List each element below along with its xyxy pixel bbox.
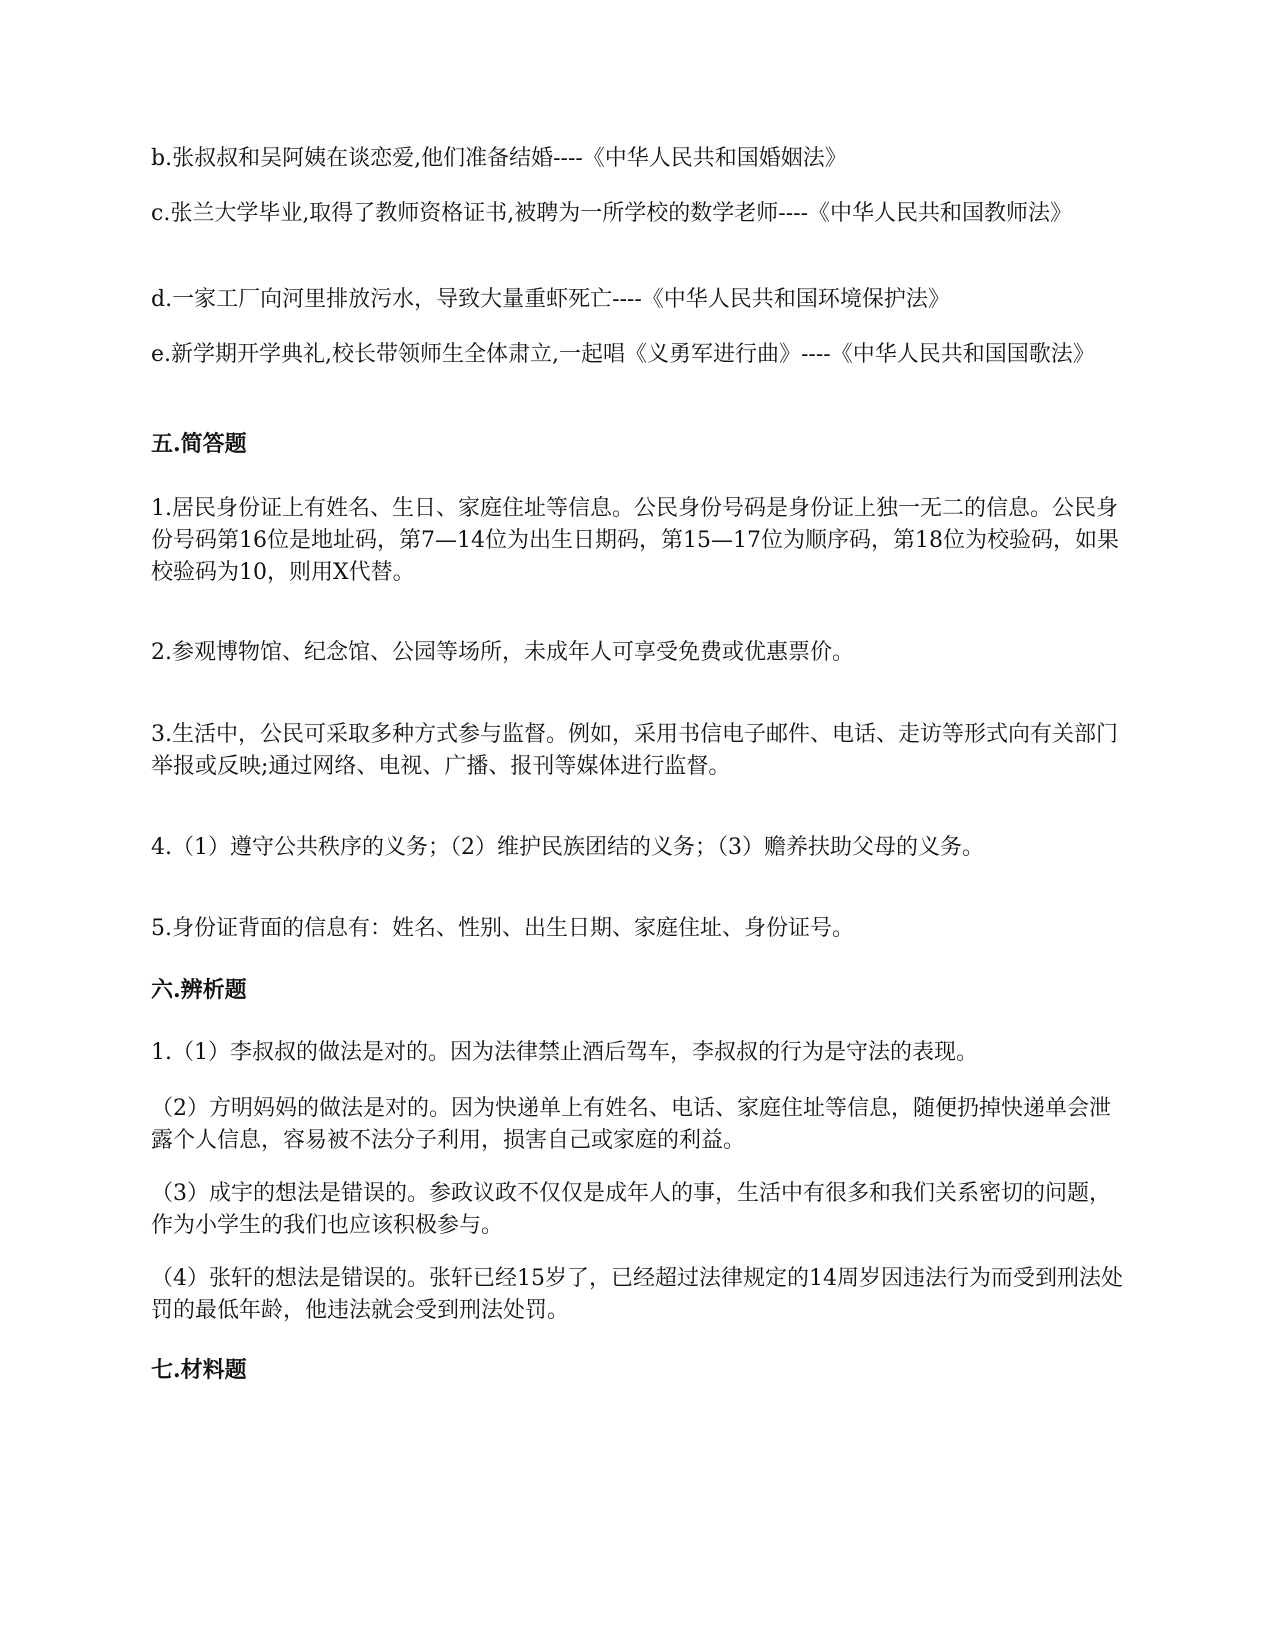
analysis-answer-2: （2）方明妈妈的做法是对的。因为快递单上有姓名、电话、家庭住址等信息，随便扔掉快递单会泄露个人信息，容易被不法分子利用，损害自己或家庭的利益。 bbox=[151, 1096, 1112, 1153]
section-heading-analysis: 六.辨析题 bbox=[151, 977, 247, 1003]
section-heading-material: 七.材料题 bbox=[151, 1357, 247, 1383]
answer-item-c: c.张兰大学毕业,取得了教师资格证书,被聘为一所学校的数学老师----《中华人民共和国教师法》 bbox=[151, 201, 1073, 226]
answer-item-d: d.一家工厂向河里排放污水，导致大量重虾死亡----《中华人民共和国环境保护法》 bbox=[151, 287, 950, 312]
analysis-answer-1: 1.（1）李叔叔的做法是对的。因为法律禁止酒后驾车，李叔叔的行为是守法的表现。 bbox=[151, 1040, 978, 1065]
analysis-answer-4: （4）张轩的想法是错误的。张轩已经15岁了，已经超过法律规定的14周岁因违法行为而受到刑法处罚的最低年龄，他违法就会受到刑法处罚。 bbox=[151, 1266, 1123, 1323]
section-heading-short-answer: 五.简答题 bbox=[151, 431, 247, 457]
short-answer-3: 3.生活中，公民可采取多种方式参与监督。例如，采用书信电子邮件、电话、走访等形式向有关部门举报或反映;通过网络、电视、广播、报刊等媒体进行监督。 bbox=[151, 722, 1118, 779]
answer-item-b: b.张叔叔和吴阿姨在谈恋爱,他们准备结婚----《中华人民共和国婚姻法》 bbox=[151, 146, 847, 171]
short-answer-2: 2.参观博物馆、纪念馆、公园等场所，未成年人可享受免费或优惠票价。 bbox=[151, 640, 854, 665]
short-answer-5: 5.身份证背面的信息有：姓名、性别、出生日期、家庭住址、身份证号。 bbox=[151, 916, 854, 941]
analysis-answer-3: （3）成宇的想法是错误的。参政议政不仅仅是成年人的事，生活中有很多和我们关系密切的问题，作为小学生的我们也应该积极参与。 bbox=[151, 1181, 1112, 1238]
answer-item-e: e.新学期开学典礼,校长带领师生全体肃立,一起唱《义勇军进行曲》----《中华人民共和国国歌法》 bbox=[151, 342, 1095, 367]
short-answer-1: 1.居民身份证上有姓名、生日、家庭住址等信息。公民身份号码是身份证上独一无二的信息。公民身份号码第16位是地址码，第7—14位为出生日期码，第15—17位为顺序码，第18位为校验码，如果校验码为10，则用X代替。 bbox=[151, 496, 1119, 585]
short-answer-4: 4.（1）遵守公共秩序的义务；（2）维护民族团结的义务；（3）赡养扶助父母的义务。 bbox=[151, 835, 984, 860]
